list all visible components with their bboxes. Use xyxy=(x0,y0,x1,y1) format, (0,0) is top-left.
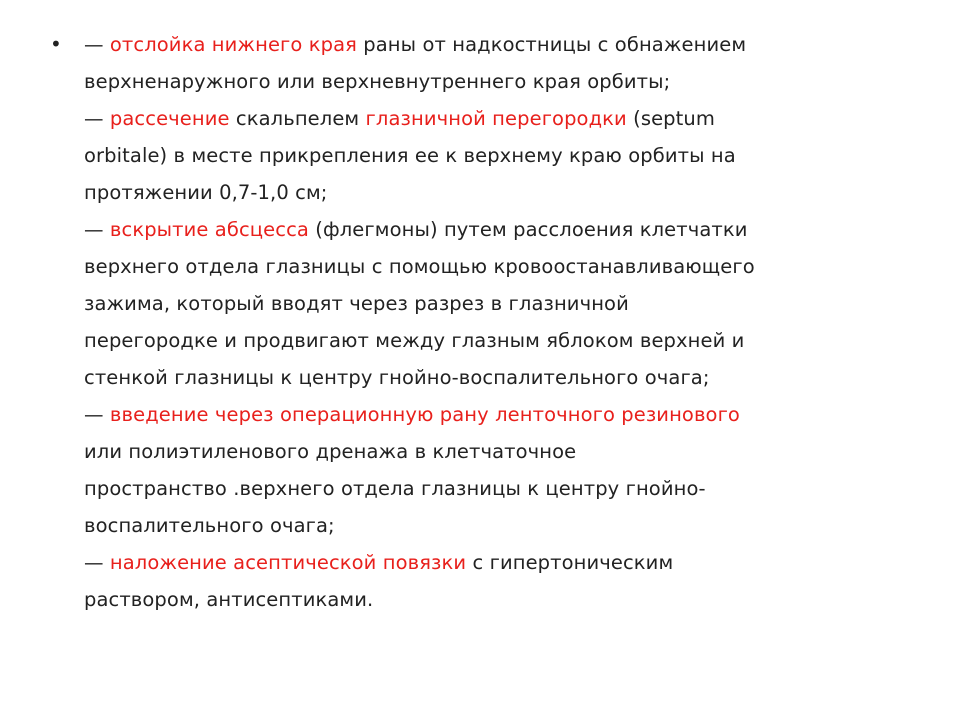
body-text: раны от надкостницы с обнажением xyxy=(356,33,747,56)
highlight-text: рассечение xyxy=(109,107,230,130)
item-3-line-2: верхнего отдела глазницы с помощью кровоостанавливающего xyxy=(84,255,755,278)
dash: — xyxy=(84,403,110,426)
item-2-line-2: orbitale) в месте прикрепления ее к верхнему краю орбиты на xyxy=(84,144,736,167)
item-2-line-3: протяжении 0,7-1,0 см; xyxy=(84,181,328,204)
highlight-text: введение через операционную рану ленточного резинового xyxy=(109,403,740,426)
item-4-line-4: воспалительного очага; xyxy=(84,514,335,537)
highlight-text-2: глазничной перегородки xyxy=(365,107,627,130)
item-5-line-2: раствором, антисептиками. xyxy=(84,588,374,611)
dash: — xyxy=(84,218,110,241)
body-text: (флегмоны) путем расслоения клетчатки xyxy=(308,218,748,241)
highlight-text: отслойка нижнего края xyxy=(109,33,357,56)
body-text: с гипертоническим xyxy=(466,551,674,574)
item-4-line-2: или полиэтиленового дренажа в клетчаточное xyxy=(84,440,577,463)
item-1-line-1 xyxy=(84,26,944,63)
body-text: (septum xyxy=(626,107,715,130)
dash: — xyxy=(84,33,110,56)
slide-text xyxy=(84,26,944,618)
dash: — xyxy=(84,107,110,130)
item-3-line-5: стенкой глазницы к центру гнойно-воспалительного очага; xyxy=(84,366,710,389)
item-1-line-2: верхненаружного или верхневнутреннего края орбиты; xyxy=(84,70,671,93)
bullet-point: • xyxy=(50,32,62,56)
item-3-line-3: зажима, который вводят через разрез в глазничной xyxy=(84,292,629,315)
item-3-line-4: перегородке и продвигают между глазным яблоком верхней и xyxy=(84,329,745,352)
item-3-line-1 xyxy=(84,211,944,248)
item-4-line-1 xyxy=(84,396,944,433)
highlight-text: вскрытие абсцесса xyxy=(109,218,309,241)
item-2-line-1 xyxy=(84,100,944,137)
item-5-line-1 xyxy=(84,544,944,581)
body-text: скальпелем xyxy=(229,107,366,130)
dash: — xyxy=(84,551,110,574)
highlight-text: наложение асептической повязки xyxy=(109,551,467,574)
item-4-line-3: пространство .верхнего отдела глазницы к центру гнойно- xyxy=(84,477,706,500)
